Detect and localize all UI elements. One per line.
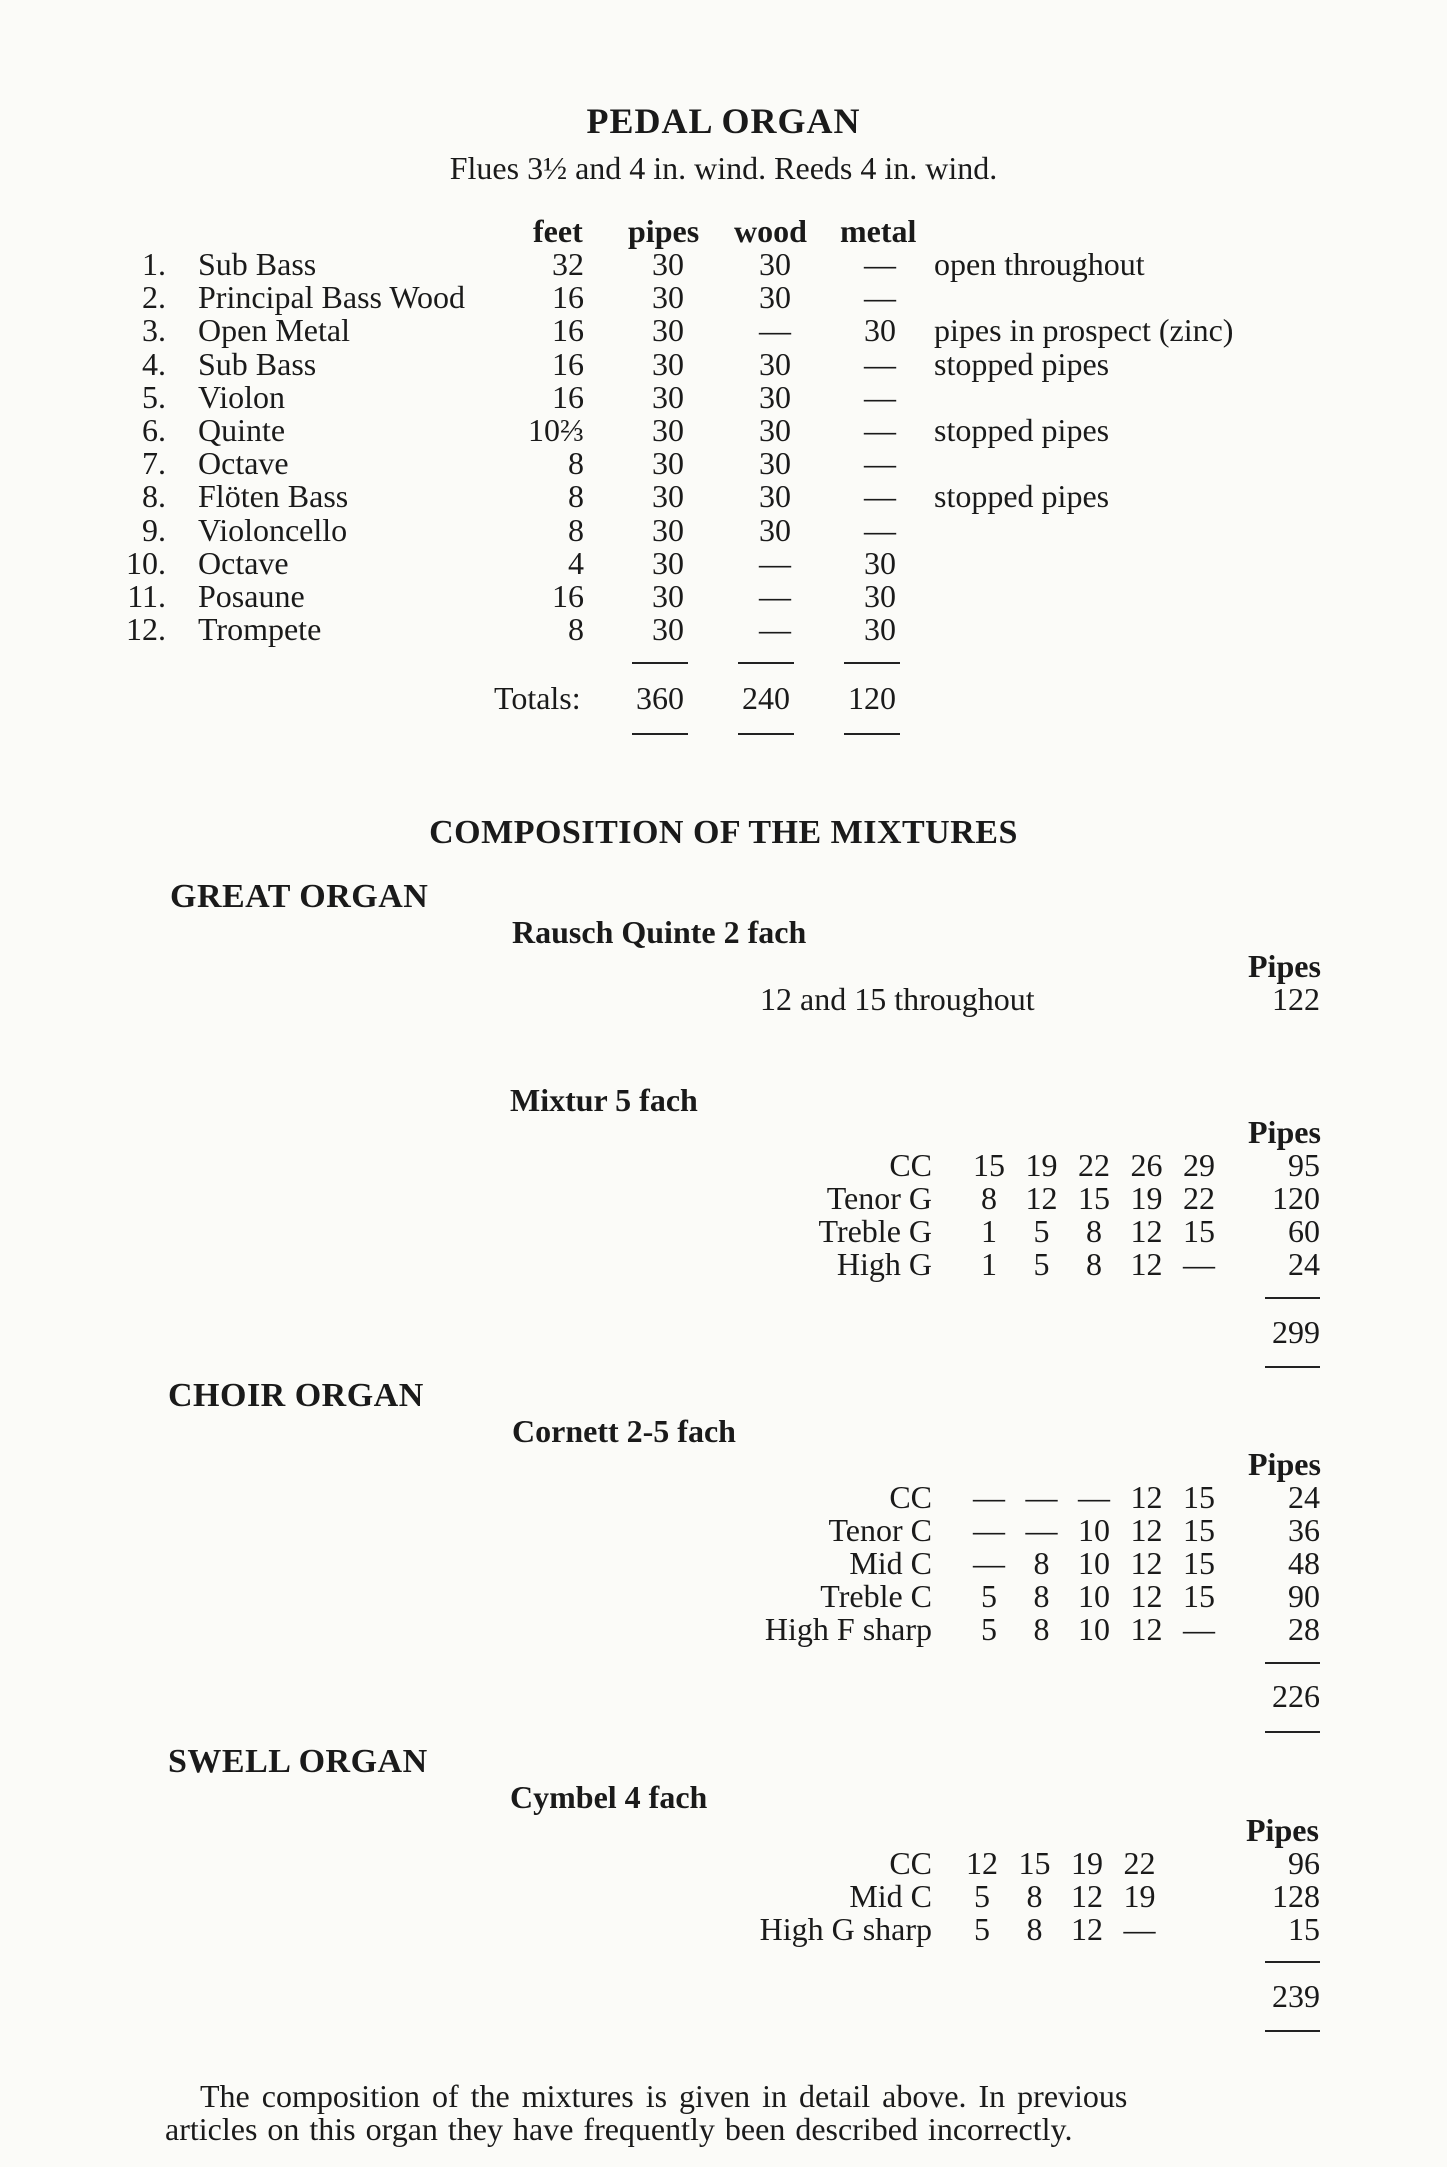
mixture-rank-cell: 22 bbox=[1183, 1180, 1215, 1216]
mixture-row-label: CC bbox=[889, 1845, 932, 1881]
mixture-row-label: High G sharp bbox=[759, 1911, 932, 1947]
stop-feet: 8 bbox=[568, 445, 584, 481]
header-wood: wood bbox=[734, 213, 807, 249]
stop-name: Octave bbox=[198, 545, 289, 581]
mixture-rank-cell: — bbox=[1025, 1479, 1058, 1515]
pipes-column-label: Pipes bbox=[1248, 1446, 1321, 1482]
stop-note: stopped pipes bbox=[934, 346, 1110, 382]
stop-wood: 30 bbox=[759, 346, 791, 382]
stop-pipes: 30 bbox=[652, 412, 684, 448]
stop-metal: — bbox=[864, 379, 896, 415]
totals-label: Totals: bbox=[494, 680, 581, 716]
mixture-rank-cell: 1 bbox=[981, 1213, 997, 1249]
mixture-rank-cell: — bbox=[1183, 1246, 1215, 1282]
stop-pipes: 30 bbox=[652, 379, 684, 415]
stop-number: 10. bbox=[126, 545, 166, 581]
stop-feet: 8 bbox=[568, 611, 584, 647]
stop-number: 8. bbox=[142, 478, 166, 514]
stop-number: 3. bbox=[142, 312, 166, 348]
stop-name: Octave bbox=[198, 445, 289, 481]
stop-feet: 8 bbox=[568, 478, 584, 514]
footer-line-1: The composition of the mixtures is given in detail above. In previous bbox=[200, 2078, 1128, 2114]
stop-name: Violoncello bbox=[198, 512, 348, 548]
section-title-mixtures: COMPOSITION OF THE MIXTURES bbox=[429, 814, 1018, 851]
stop-wood: — bbox=[759, 611, 791, 647]
stop-number: 4. bbox=[142, 346, 166, 382]
stop-pipes: 30 bbox=[652, 346, 684, 382]
stop-feet: 16 bbox=[552, 346, 584, 382]
stop-number: 5. bbox=[142, 379, 166, 415]
mixture-rank-cell: 15 bbox=[973, 1147, 1005, 1183]
stop-feet: 16 bbox=[552, 578, 584, 614]
mixture-row-pipes: 24 bbox=[1288, 1246, 1320, 1282]
rule bbox=[844, 662, 900, 664]
mixture-rank-cell: 15 bbox=[1183, 1578, 1215, 1614]
stop-metal: — bbox=[864, 279, 896, 315]
mixture-row-label: Mid C bbox=[849, 1545, 932, 1581]
mixture-row-pipes: 24 bbox=[1288, 1479, 1320, 1515]
mixture-rank-cell: 15 bbox=[1018, 1845, 1051, 1881]
mixture-rank-cell: — bbox=[973, 1512, 1005, 1548]
mixture-row-pipes: 128 bbox=[1272, 1878, 1320, 1914]
mixture-rank-cell: 8 bbox=[1086, 1246, 1102, 1282]
mixture-rank-cell: 5 bbox=[1033, 1213, 1050, 1249]
rule bbox=[1265, 1731, 1320, 1733]
mixture-rank-cell: 8 bbox=[1033, 1545, 1050, 1581]
cymbel-title: Cymbel 4 fach bbox=[510, 1779, 708, 1815]
stop-wood: 30 bbox=[759, 279, 791, 315]
stop-number: 1. bbox=[142, 246, 166, 282]
stop-note: open throughout bbox=[934, 246, 1145, 282]
choir-organ-heading: CHOIR ORGAN bbox=[168, 1377, 424, 1414]
mixture-row-label: CC bbox=[889, 1147, 932, 1183]
stop-feet: 10⅔ bbox=[528, 412, 584, 448]
pipes-column-label: Pipes bbox=[1248, 1114, 1321, 1150]
great-organ-heading: GREAT ORGAN bbox=[170, 878, 429, 915]
stop-note: pipes in prospect (zinc) bbox=[934, 312, 1234, 348]
mixture-rank-cell: 19 bbox=[1123, 1878, 1156, 1914]
mixture-rank-cell: — bbox=[1078, 1479, 1110, 1515]
cornett-total: 226 bbox=[1272, 1678, 1320, 1714]
mixture-rank-cell: 22 bbox=[1078, 1147, 1110, 1183]
mixture-rank-cell: 15 bbox=[1183, 1213, 1215, 1249]
stop-feet: 32 bbox=[552, 246, 584, 282]
mixture-rank-cell: 10 bbox=[1078, 1611, 1110, 1647]
mixture-row-pipes: 28 bbox=[1288, 1611, 1320, 1647]
stop-note: stopped pipes bbox=[934, 412, 1110, 448]
rausch-quinte-title: Rausch Quinte 2 fach bbox=[512, 914, 807, 950]
stop-pipes: 30 bbox=[652, 545, 684, 581]
mixture-row-pipes: 36 bbox=[1288, 1512, 1320, 1548]
rule bbox=[632, 662, 688, 664]
mixture-rank-cell: 8 bbox=[1086, 1213, 1102, 1249]
pipes-column-label: Pipes bbox=[1246, 1812, 1319, 1848]
mixture-row-pipes: 60 bbox=[1288, 1213, 1320, 1249]
mixture-rank-cell: 12 bbox=[1130, 1246, 1163, 1282]
rule bbox=[1265, 1366, 1320, 1368]
mixture-rank-cell: 1 bbox=[981, 1246, 997, 1282]
mixture-row-label: Treble C bbox=[820, 1578, 932, 1614]
mixture-rank-cell: 12 bbox=[1071, 1911, 1103, 1947]
header-feet: feet bbox=[533, 213, 583, 249]
stop-metal: — bbox=[864, 512, 896, 548]
mixture-row-label: Tenor G bbox=[826, 1180, 932, 1216]
mixture-row-pipes: 48 bbox=[1288, 1545, 1320, 1581]
mixture-rank-cell: 15 bbox=[1183, 1479, 1215, 1515]
mixture-row-pipes: 120 bbox=[1272, 1180, 1320, 1216]
mixture-rank-cell: 19 bbox=[1025, 1147, 1058, 1183]
header-pipes: pipes bbox=[628, 213, 700, 249]
mixture-rank-cell: 8 bbox=[1033, 1611, 1050, 1647]
mixture-row-pipes: 15 bbox=[1288, 1911, 1320, 1947]
mixture-rank-cell: 8 bbox=[1033, 1578, 1050, 1614]
mixture-row-label: Mid C bbox=[849, 1878, 932, 1914]
rule bbox=[1265, 1961, 1320, 1963]
mixture-rank-cell: 22 bbox=[1123, 1845, 1156, 1881]
mixture-rank-cell: 5 bbox=[974, 1878, 990, 1914]
wind-pressure-subtitle: Flues 3½ and 4 in. wind. Reeds 4 in. wind. bbox=[449, 150, 998, 186]
stop-feet: 16 bbox=[552, 379, 584, 415]
mixture-rank-cell: 19 bbox=[1071, 1845, 1103, 1881]
rule bbox=[738, 733, 794, 735]
stop-wood: 30 bbox=[759, 478, 791, 514]
rule bbox=[738, 662, 794, 664]
mixture-rank-cell: 8 bbox=[1026, 1878, 1043, 1914]
rausch-composition: 12 and 15 throughout bbox=[760, 981, 1035, 1017]
mixture-rank-cell: 5 bbox=[981, 1611, 997, 1647]
mixture-rank-cell: 5 bbox=[1033, 1246, 1050, 1282]
mixture-row-label: Tenor C bbox=[828, 1512, 932, 1548]
mixture-rank-cell: — bbox=[1183, 1611, 1215, 1647]
stop-metal: 30 bbox=[864, 545, 896, 581]
stop-pipes: 30 bbox=[652, 279, 684, 315]
mixtur-title: Mixtur 5 fach bbox=[510, 1082, 698, 1118]
stop-number: 2. bbox=[142, 279, 166, 315]
stop-pipes: 30 bbox=[652, 246, 684, 282]
pipes-column-label: Pipes bbox=[1248, 948, 1321, 984]
stop-pipes: 30 bbox=[652, 611, 684, 647]
mixture-rank-cell: 12 bbox=[1130, 1213, 1163, 1249]
stop-name: Quinte bbox=[198, 412, 286, 448]
mixture-row-pipes: 95 bbox=[1288, 1147, 1320, 1183]
mixture-rank-cell: — bbox=[1123, 1911, 1156, 1947]
mixture-rank-cell: 12 bbox=[1130, 1578, 1163, 1614]
stop-pipes: 30 bbox=[652, 578, 684, 614]
mixture-rank-cell: — bbox=[1025, 1512, 1058, 1548]
stop-feet: 16 bbox=[552, 279, 584, 315]
stop-wood: 30 bbox=[759, 412, 791, 448]
mixture-rank-cell: 15 bbox=[1183, 1545, 1215, 1581]
mixture-rank-cell: 12 bbox=[1130, 1611, 1163, 1647]
stop-wood: 30 bbox=[759, 379, 791, 415]
stop-note: stopped pipes bbox=[934, 478, 1110, 514]
mixture-rank-cell: 12 bbox=[1025, 1180, 1058, 1216]
stop-pipes: 30 bbox=[652, 445, 684, 481]
cornett-title: Cornett 2-5 fach bbox=[512, 1413, 736, 1449]
stop-name: Sub Bass bbox=[198, 346, 317, 382]
mixture-rank-cell: 12 bbox=[1071, 1878, 1103, 1914]
mixture-rank-cell: 29 bbox=[1183, 1147, 1215, 1183]
mixture-rank-cell: 5 bbox=[974, 1911, 990, 1947]
swell-organ-heading: SWELL ORGAN bbox=[168, 1743, 428, 1780]
mixture-row-label: Treble G bbox=[818, 1213, 932, 1249]
stop-name: Sub Bass bbox=[198, 246, 317, 282]
stop-metal: 30 bbox=[864, 312, 896, 348]
stop-number: 11. bbox=[127, 578, 166, 614]
mixture-rank-cell: 12 bbox=[1130, 1545, 1163, 1581]
stop-wood: 30 bbox=[759, 246, 791, 282]
rule bbox=[1265, 2030, 1320, 2032]
mixture-rank-cell: 8 bbox=[1026, 1911, 1043, 1947]
mixture-rank-cell: 10 bbox=[1078, 1545, 1110, 1581]
stop-name: Principal Bass Wood bbox=[198, 279, 466, 315]
footer-line-2: articles on this organ they have frequently been described incorrectly. bbox=[165, 2111, 1073, 2147]
stop-number: 9. bbox=[142, 512, 166, 548]
stop-metal: — bbox=[864, 478, 896, 514]
mixture-rank-cell: 12 bbox=[1130, 1512, 1163, 1548]
stop-pipes: 30 bbox=[652, 512, 684, 548]
stop-name: Posaune bbox=[198, 578, 305, 614]
header-metal: metal bbox=[840, 213, 917, 249]
rausch-pipes: 122 bbox=[1272, 981, 1320, 1017]
rule bbox=[632, 733, 688, 735]
mixture-rank-cell: 10 bbox=[1078, 1578, 1110, 1614]
stop-wood: — bbox=[759, 312, 791, 348]
rule bbox=[1265, 1662, 1320, 1664]
stop-number: 12. bbox=[126, 611, 166, 647]
mixture-rank-cell: 15 bbox=[1078, 1180, 1110, 1216]
stop-metal: 30 bbox=[864, 578, 896, 614]
page-title: PEDAL ORGAN bbox=[586, 101, 861, 141]
stop-metal: — bbox=[864, 246, 896, 282]
stop-metal: — bbox=[864, 346, 896, 382]
stop-name: Violon bbox=[198, 379, 285, 415]
stop-wood: 30 bbox=[759, 445, 791, 481]
stop-name: Flöten Bass bbox=[198, 478, 349, 514]
mixture-row-label: CC bbox=[889, 1479, 932, 1515]
stop-metal: — bbox=[864, 445, 896, 481]
mixture-rank-cell: 5 bbox=[981, 1578, 997, 1614]
rule bbox=[844, 733, 900, 735]
mixture-rank-cell: 15 bbox=[1183, 1512, 1215, 1548]
mixture-row-pipes: 96 bbox=[1288, 1845, 1320, 1881]
stop-wood: — bbox=[759, 545, 791, 581]
mixture-rank-cell: 12 bbox=[966, 1845, 998, 1881]
stop-wood: 30 bbox=[759, 512, 791, 548]
mixture-rank-cell: 26 bbox=[1130, 1147, 1163, 1183]
stop-feet: 4 bbox=[568, 545, 584, 581]
cymbel-total: 239 bbox=[1272, 1978, 1320, 2014]
stop-name: Trompete bbox=[198, 611, 322, 647]
mixture-rank-cell: — bbox=[973, 1479, 1005, 1515]
mixture-row-pipes: 90 bbox=[1288, 1578, 1320, 1614]
total-wood: 240 bbox=[742, 680, 790, 716]
stop-metal: 30 bbox=[864, 611, 896, 647]
stop-wood: — bbox=[759, 578, 791, 614]
stop-feet: 16 bbox=[552, 312, 584, 348]
stop-number: 7. bbox=[142, 445, 166, 481]
mixture-rank-cell: 12 bbox=[1130, 1479, 1163, 1515]
stop-feet: 8 bbox=[568, 512, 584, 548]
total-metal: 120 bbox=[848, 680, 896, 716]
stop-pipes: 30 bbox=[652, 478, 684, 514]
stop-number: 6. bbox=[142, 412, 166, 448]
stop-pipes: 30 bbox=[652, 312, 684, 348]
rule bbox=[1265, 1297, 1320, 1299]
mixture-rank-cell: — bbox=[973, 1545, 1005, 1581]
mixture-row-label: High F sharp bbox=[764, 1611, 932, 1647]
mixture-rank-cell: 10 bbox=[1078, 1512, 1110, 1548]
mixture-rank-cell: 8 bbox=[981, 1180, 997, 1216]
total-pipes: 360 bbox=[636, 680, 684, 716]
mixture-rank-cell: 19 bbox=[1130, 1180, 1163, 1216]
mixtur-total: 299 bbox=[1272, 1314, 1320, 1350]
stop-metal: — bbox=[864, 412, 896, 448]
stop-name: Open Metal bbox=[198, 312, 350, 348]
mixture-row-label: High G bbox=[836, 1246, 932, 1282]
